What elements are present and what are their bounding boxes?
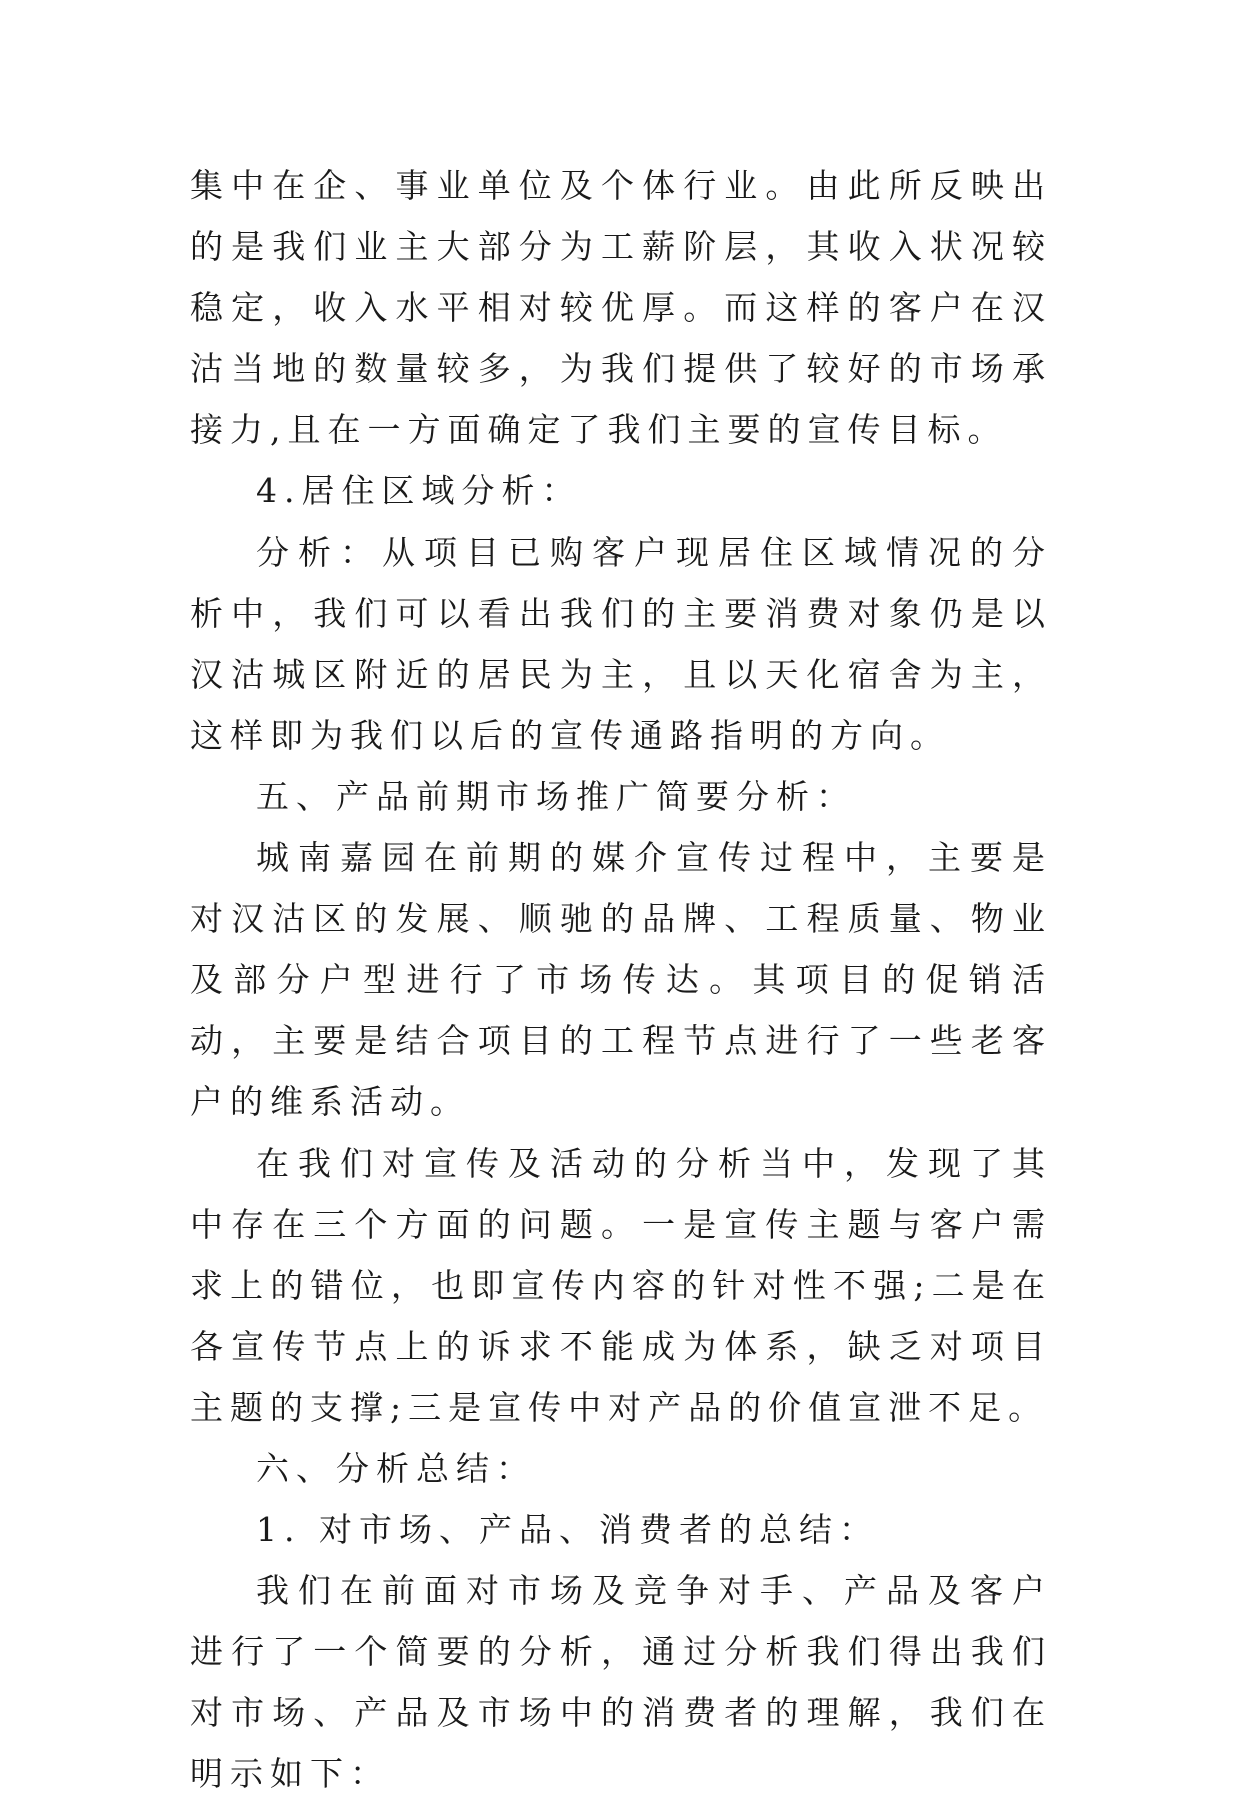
heading-residential-area-analysis: 4.居住区域分析： xyxy=(256,471,582,511)
heading-early-promotion-analysis: 五、产品前期市场推广简要分析： xyxy=(256,776,856,816)
paragraph-residential-area: 分析：从项目已购客户现居住区域情况的分析中，我们可以看出我们的主要消费对象仍是以汉沽城区附近的居民为主，且以天化宿舍为主，这样即为我们以后的宣传通路指明的方向。 xyxy=(190,532,1052,755)
paragraph-media-promotion: 城南嘉园在前期的媒介宣传过程中，主要是对汉沽区的发展、顺驰的品牌、工程质量、物业及部分户型进行了市场传达。其项目的促销活动，主要是结合项目的工程节点进行了一些老客户的维系活动。 xyxy=(190,838,1052,1122)
heading-analysis-summary: 六、分析总结： xyxy=(256,1448,536,1488)
paragraph-client-profile: 集中在企、事业单位及个体行业。由此所反映出的是我们业主大部分为工薪阶层，其收入状况较稳定，收入水平相对较优厚。而这样的客户在汉沽当地的数量较多，为我们提供了较好的市场承接力,且在一方面确定了我们主要的宣传目标。 xyxy=(190,166,1052,450)
paragraph-summary-intro: 我们在前面对市场及竞争对手、产品及客户进行了一个简要的分析，通过分析我们得出我们对市场、产品及市场中的消费者的理解，我们在明示如下： xyxy=(190,1571,1052,1794)
document-body xyxy=(190,155,1052,1805)
heading-market-product-consumer-summary: 1. 对市场、产品、消费者的总结： xyxy=(256,1510,879,1550)
paragraph-promotion-problems: 在我们对宣传及活动的分析当中，发现了其中存在三个方面的问题。一是宣传主题与客户需求上的错位，也即宣传内容的针对性不强;二是在各宣传节点上的诉求不能成为体系，缺乏对项目主题的支撑;三是宣传中对产品的价值宣泄不足。 xyxy=(190,1143,1052,1427)
